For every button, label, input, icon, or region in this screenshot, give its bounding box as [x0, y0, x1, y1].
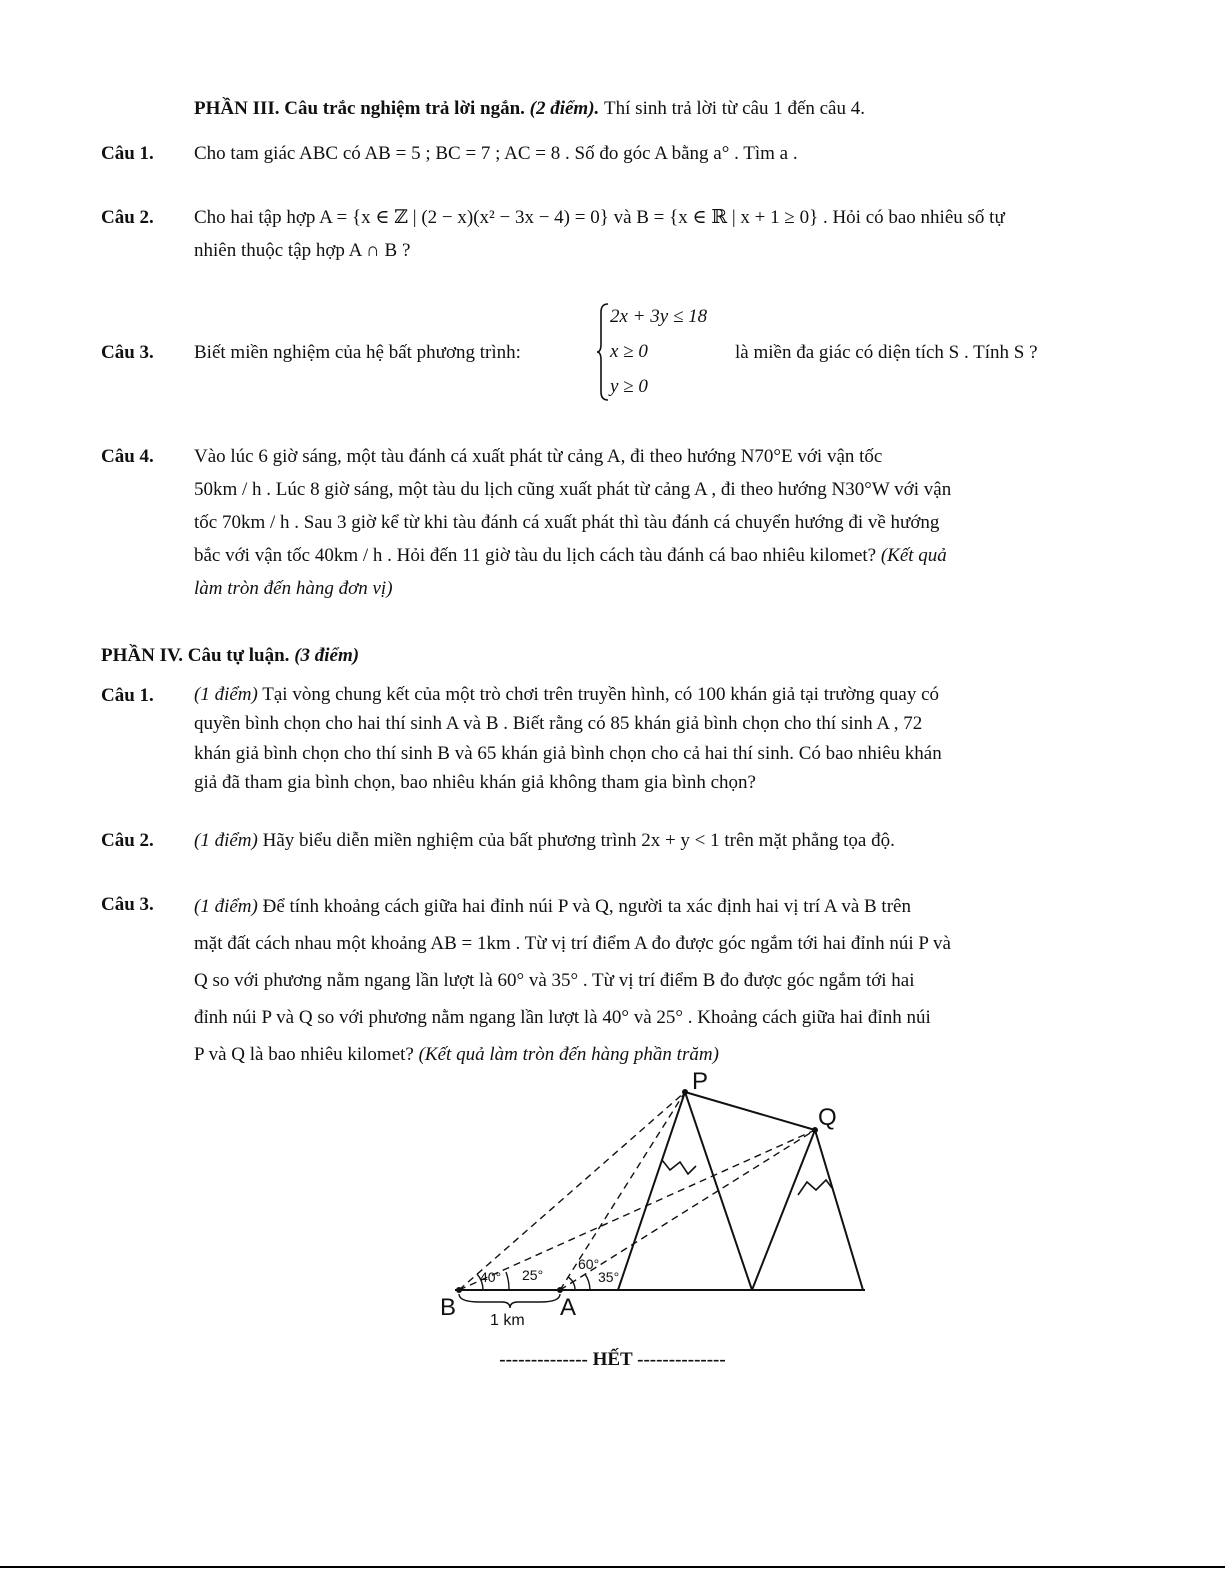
curly-brace-icon [596, 302, 610, 402]
part3-title: PHẦN III. Câu trắc nghiệm trả lời ngắn. [194, 98, 525, 119]
angle-arc-b2 [506, 1272, 509, 1290]
p4-q3-prefix: (1 điểm) [194, 896, 258, 917]
p4-q1-text [194, 680, 1119, 798]
label-angle-a2: 35° [598, 1269, 620, 1285]
p3-q1-line: Cho tam giác ABC có AB = 5 ; BC = 7 ; AC = 8 . Số đo góc A bằng a° . Tìm a . [194, 143, 798, 164]
p3-q1-text [194, 141, 1119, 167]
mountain-p-snow [662, 1160, 696, 1174]
p4-q3-text [194, 888, 1119, 1073]
label-b: B [440, 1294, 457, 1321]
p4-q1-line: giả đã tham gia bình chọn, bao nhiêu khán giả không tham gia bình chọn? [194, 772, 756, 794]
p3-q3-text: Biết miền nghiệm của hệ bất phương trình: [194, 342, 521, 363]
p3-q3-after: là miền đa giác có diện tích S . Tính S ? [735, 342, 1038, 363]
label-p: P [692, 1068, 709, 1095]
p4-q1-line [194, 680, 1119, 709]
p4-q3-line-text: P và Q là bao nhiêu kilomet? [194, 1044, 414, 1066]
p4-q3-line: đỉnh núi P và Q so với phương nằm ngang lần lượt là 40° và 25° . Khoảng cách giữa hai đỉnh núi [194, 1007, 931, 1029]
p3-q4-line-text: bắc với vận tốc 40km / h . Hỏi đến 11 giờ tàu du lịch cách tàu đánh cá bao nhiêu kilomet? [194, 545, 877, 567]
label-angle-b1: 40° [480, 1269, 502, 1285]
p4-q1-line-text: Tại vòng chung kết của một trò chơi trên truyền hình, có 100 khán giả tại trường quay có [262, 684, 940, 705]
p4-q2-label: Câu 2. [101, 830, 154, 851]
p3-q4-label: Câu 4. [101, 446, 154, 467]
part4-points: (3 điểm) [294, 645, 360, 666]
p4-q3-line [194, 888, 1119, 925]
p3-q3-label: Câu 3. [101, 342, 154, 363]
p4-q2-prefix: (1 điểm) [194, 830, 258, 851]
p3-q2-label: Câu 2. [101, 207, 154, 228]
mountain-figure [430, 1062, 890, 1337]
p3-q4-line: 50km / h . Lúc 8 giờ sáng, một tàu du lịch cũng xuất phát từ cảng A , đi theo hướng N30°W với vận [194, 479, 952, 501]
p4-q2-line [194, 828, 1119, 854]
p3-q1-label: Câu 1. [101, 143, 154, 164]
part4-header [101, 643, 359, 669]
p3-q4-line: tốc 70km / h . Sau 3 giờ kể từ khi tàu đánh cá xuất phát thì tàu đánh cá chuyển hướng đi về hướng [194, 512, 940, 534]
label-a: A [560, 1294, 577, 1321]
point-p [682, 1089, 688, 1095]
point-b [456, 1287, 462, 1293]
part3-points: (2 điểm). [529, 98, 600, 119]
p3-q4-line [194, 539, 1119, 572]
p3-q4-note-line: làm tròn đến hàng đơn vị) [194, 578, 393, 600]
p4-q3-line: mặt đất cách nhau một khoảng AB = 1km . Từ vị trí điểm A đo được góc ngắm tới hai đỉnh núi P và [194, 933, 951, 955]
p4-q3-line: Q so với phương nằm ngang lần lượt là 60° và 35° . Từ vị trí điểm B đo được góc ngắm tới hai [194, 970, 915, 992]
p4-q3-label: Câu 3. [101, 894, 154, 915]
segment-pq [685, 1092, 815, 1130]
end-marker: -------------- HẾT -------------- [499, 1349, 726, 1370]
p4-q3-note: (Kết quả làm tròn đến hàng phần trăm) [418, 1044, 719, 1066]
p4-q2-text [194, 828, 1119, 854]
mountain-diagram [430, 1062, 890, 1337]
label-q: Q [818, 1104, 837, 1131]
p4-q2-line-text: Hãy biểu diễn miền nghiệm của bất phương trình 2x + y < 1 trên mặt phẳng tọa độ. [262, 830, 895, 851]
p3-q2-line: nhiên thuộc tập hợp A ∩ B ? [194, 240, 411, 262]
label-angle-b2: 25° [522, 1267, 544, 1283]
page-bottom-rule [0, 1566, 1225, 1568]
p4-q1-prefix: (1 điểm) [194, 684, 258, 705]
point-a [557, 1287, 563, 1293]
distance-brace [459, 1294, 560, 1308]
p3-q4-note: (Kết quả [880, 545, 947, 567]
angle-arc-a2 [585, 1274, 590, 1290]
system-row: 2x + 3y ≤ 18 [610, 306, 708, 327]
mountain-q [752, 1130, 863, 1290]
label-distance: 1 km [490, 1312, 525, 1329]
mountain-p [618, 1092, 752, 1290]
system-row: x ≥ 0 [610, 341, 648, 362]
p4-q1-line: khán giả bình chọn cho thí sinh B và 65 khán giả bình chọn cho cả hai thí sinh. Có bao nhiêu khán [194, 742, 942, 764]
p4-q3-line-text: Để tính khoảng cách giữa hai đỉnh núi P và Q, người ta xác định hai vị trí A và B trên [262, 896, 911, 917]
p4-q1-label: Câu 1. [101, 685, 154, 706]
p3-q4-line: Vào lúc 6 giờ sáng, một tàu đánh cá xuất phát từ cảng A, đi theo hướng N70°E với vận tốc [194, 446, 883, 467]
mountain-q-snow [798, 1180, 832, 1195]
inequality-system [596, 302, 726, 402]
p3-q2-text [194, 201, 1119, 268]
p3-q4-text [194, 440, 1119, 605]
label-angle-a1: 60° [578, 1256, 600, 1272]
part3-instruction: Thí sinh trả lời từ câu 1 đến câu 4. [604, 98, 865, 119]
part3-header [194, 96, 865, 122]
p4-q1-line: quyền bình chọn cho hai thí sinh A và B . Biết rằng có 85 khán giả bình chọn cho thí sinh A , 72 [194, 713, 923, 735]
part4-title: PHẦN IV. Câu tự luận. [101, 645, 290, 666]
p3-q2-line: Cho hai tập hợp A = {x ∈ ℤ | (2 − x)(x² − 3x − 4) = 0} và B = {x ∈ ℝ | x + 1 ≥ 0} . Hỏi có bao nhiêu số tự [194, 207, 1005, 228]
system-row: y ≥ 0 [610, 376, 648, 397]
